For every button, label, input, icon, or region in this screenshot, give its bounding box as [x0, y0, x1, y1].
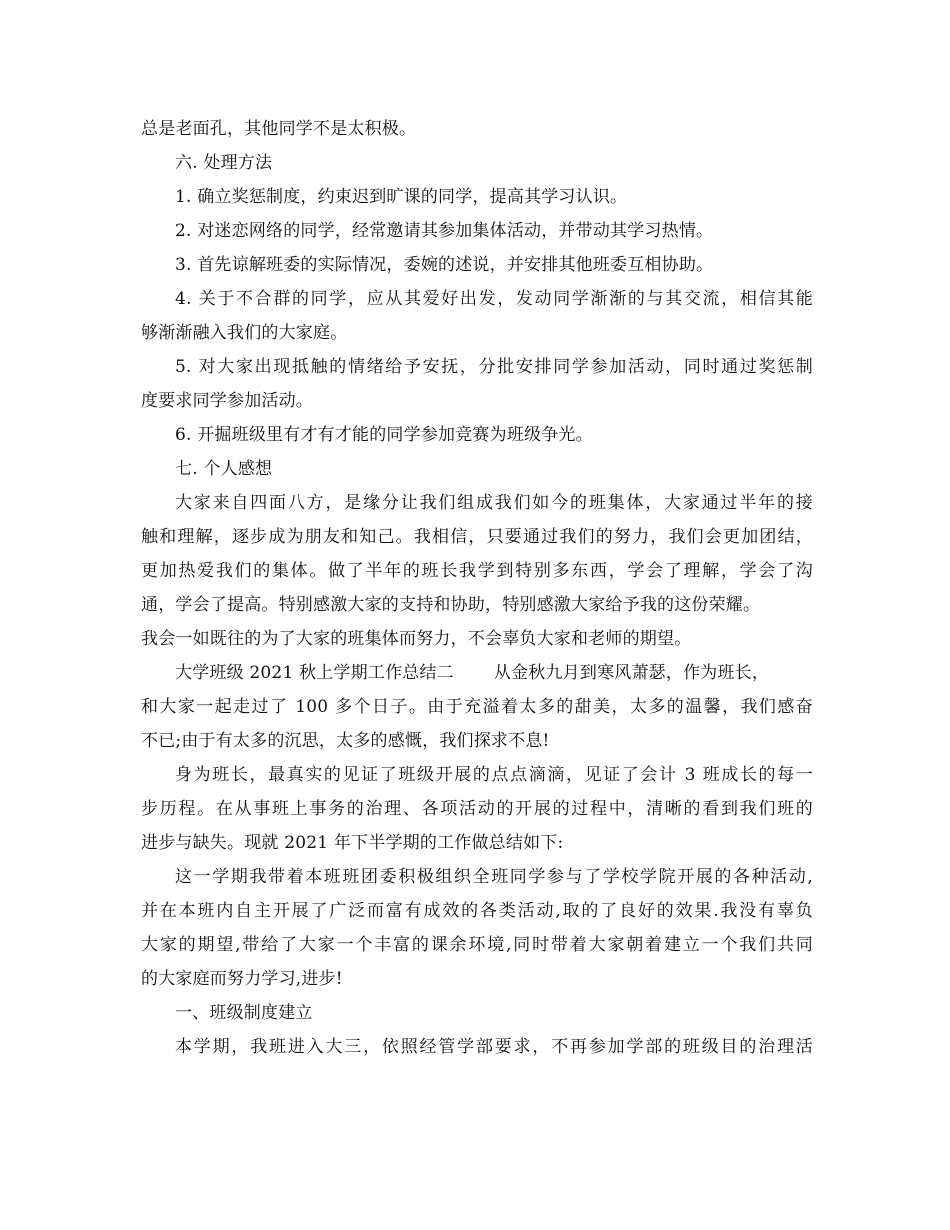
paragraph-line: 大家来自四面八方，是缘分让我们组成我们如今的班集体，大家通过半年的接: [175, 493, 813, 513]
document-body: [141, 112, 813, 1064]
paragraph-line: 步历程。在从事班上事务的治理、各项活动的开展的过程中，清晰的看到我们班的: [141, 799, 813, 819]
paragraph-line: 通，学会了提高。特别感激大家的支持和协助，特别感激大家给予我的这份荣耀。: [141, 595, 761, 615]
paragraph-line: 够渐渐融入我们的大家庭。: [141, 323, 348, 343]
list-item: 6. 开掘班级里有才有才能的同学参加竞赛为班级争光。: [175, 425, 593, 445]
paragraph-line: 这一学期我带着本班班团委积极组织全班同学参与了学校学院开展的各种活动,: [175, 867, 813, 887]
paragraph-line: 并在本班内自主开展了广泛而富有成效的各类活动,取的了良好的效果.我没有辜负: [141, 901, 813, 921]
section-heading: 七. 个人感想: [175, 459, 273, 479]
paragraph-line: 触和理解，逐步成为朋友和知己。我相信，只要通过我们的努力，我们会更加团结，: [141, 527, 813, 547]
list-item: 1. 确立奖惩制度，约束迟到旷课的同学，提高其学习认识。: [175, 187, 628, 207]
paragraph-line: 更加热爱我们的集体。做了半年的班长我学到特别多东西，学会了理解，学会了沟: [141, 561, 813, 581]
list-item: 4. 关于不合群的同学，应从其爱好出发，发动同学渐渐的与其交流，相信其能: [175, 289, 813, 309]
paragraph-text: 从金秋九月到寒风萧瑟，作为班长，: [493, 663, 770, 683]
paragraph-line: 总是老面孔，其他同学不是太积极。: [141, 119, 417, 139]
paragraph-line: 度要求同学参加活动。: [141, 391, 313, 411]
paragraph-line: 我会一如既往的为了大家的班集体而努力，不会辜负大家和老师的期望。: [141, 629, 692, 649]
paragraph-line: 身为班长，最真实的见证了班级开展的点点滴滴，见证了会计 3 班成长的每一: [175, 765, 813, 785]
section-title: 大学班级 2021 秋上学期工作总结二: [175, 663, 454, 683]
list-item: 5. 对大家出现抵触的情绪给予安抚，分批安排同学参加活动，同时通过奖惩制: [175, 357, 813, 377]
section-heading: 一、班级制度建立: [175, 1003, 313, 1023]
list-item: 3. 首先谅解班委的实际情况，委婉的述说，并安排其他班委互相协助。: [175, 255, 714, 275]
paragraph-line: 的大家庭而努力学习,进步!: [141, 969, 343, 989]
paragraph-line: [141, 656, 813, 690]
paragraph-line: 不已;由于有太多的沉思，太多的感慨，我们探求不息!: [141, 731, 550, 751]
paragraph-line: 本学期，我班进入大三，依照经管学部要求，不再参加学部的班级目的治理活: [175, 1037, 813, 1057]
paragraph-line: 进步与缺失。现就 2021 年下半学期的工作做总结如下:: [141, 833, 564, 853]
paragraph-line: 和大家一起走过了 100 多个日子。由于充溢着太多的甜美，太多的温馨，我们感奋: [141, 697, 813, 717]
list-item: 2. 对迷恋网络的同学，经常邀请其参加集体活动，并带动其学习热情。: [175, 221, 714, 241]
section-heading: 六. 处理方法: [175, 153, 273, 173]
paragraph-line: 大家的期望,带给了大家一个丰富的课余环境,同时带着大家朝着建立一个我们共同: [141, 935, 813, 955]
